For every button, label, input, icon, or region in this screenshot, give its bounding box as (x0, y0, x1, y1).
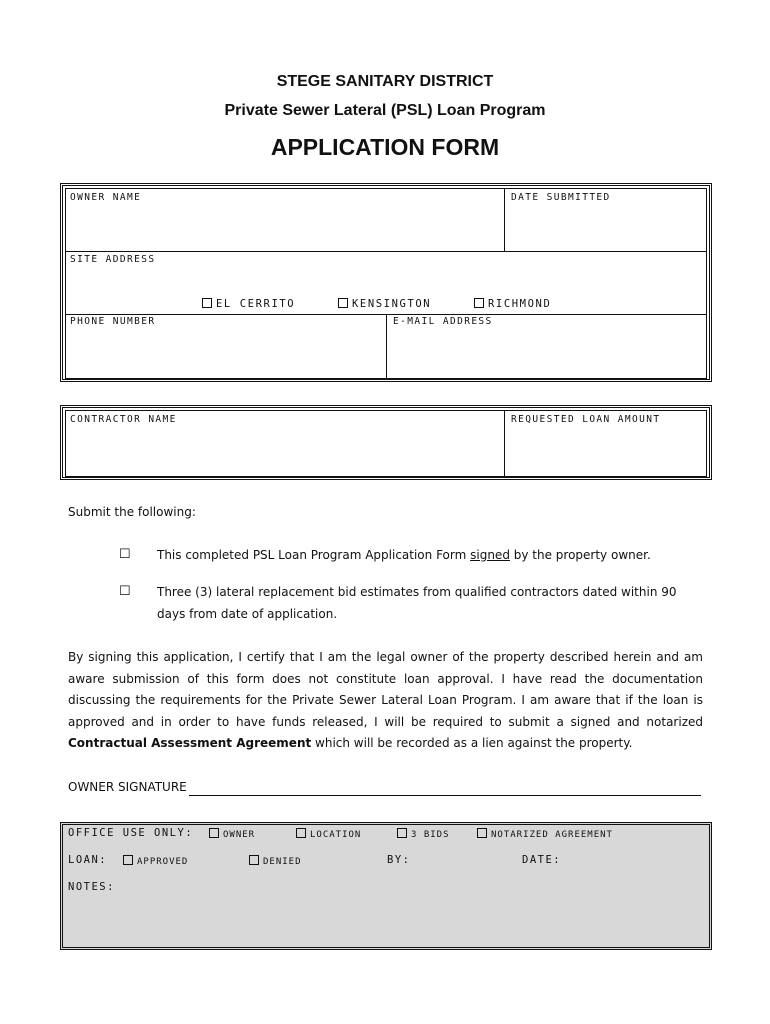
check-label: OWNER (223, 830, 256, 840)
site-address-label: SITE ADDRESS (70, 254, 156, 265)
checkbox-icon: ☐ (119, 583, 131, 598)
checkbox-icon (477, 828, 487, 838)
item-text: This completed PSL Loan Program Application Form (157, 548, 471, 562)
city-label: RICHMOND (488, 298, 552, 310)
owner-section (60, 183, 712, 382)
checkbox-richmond[interactable] (474, 298, 551, 310)
date-submitted-label: DATE SUBMITTED (511, 192, 611, 203)
submit-intro: Submit the following: (68, 505, 196, 519)
checkbox-icon (202, 298, 212, 308)
owner-signature-label: OWNER SIGNATURE (68, 780, 187, 794)
certification-paragraph (68, 647, 703, 755)
checkbox-icon (209, 828, 219, 838)
owner-name-field[interactable] (65, 188, 505, 252)
loan-amount-label: REQUESTED LOAN AMOUNT (511, 414, 661, 425)
signed-emphasis: signed (470, 548, 510, 562)
owner-name-label: OWNER NAME (70, 192, 142, 203)
check-label: DENIED (263, 857, 302, 867)
check-label: NOTARIZED AGREEMENT (491, 830, 613, 840)
office-use-label: OFFICE USE ONLY: (68, 827, 194, 839)
form-title: APPLICATION FORM (270, 134, 500, 160)
phone-number-field[interactable] (65, 314, 387, 379)
date-label: DATE: (522, 854, 562, 866)
checkbox-icon (474, 298, 484, 308)
contractor-section (60, 405, 712, 480)
requirement-item-1 (157, 544, 697, 566)
requirement-item-2: Three (3) lateral replacement bid estimates from qualified contractors dated within 90 days from date of application. (157, 585, 677, 621)
check-notarized[interactable] (477, 828, 613, 840)
certification-text: By signing this application, I certify that I am the legal owner of the property described herein and am aware submission of this form does not constitute loan approval. I have read the documentation discussing the requirements for the Private Sewer Lateral Loan Program. I am aware that if the loan is approved and in order to have funds released, I will be required to submit a signed and notarized (68, 650, 703, 729)
checkbox-icon (338, 298, 348, 308)
program-title: Private Sewer Lateral (PSL) Loan Program (224, 102, 546, 119)
check-location[interactable] (296, 828, 361, 840)
agreement-name: Contractual Assessment Agreement (68, 736, 312, 751)
city-label: EL CERRITO (216, 298, 296, 310)
date-submitted-field[interactable] (504, 188, 707, 252)
by-label: BY: (387, 854, 411, 866)
check-denied[interactable] (249, 855, 302, 867)
checkbox-icon: ☐ (119, 546, 131, 561)
checkbox-el-cerrito[interactable] (202, 298, 295, 310)
loan-label: LOAN: (68, 854, 108, 866)
check-label: 3 BIDS (411, 830, 450, 840)
check-label: LOCATION (310, 830, 362, 840)
certification-text: which will be recorded as a lien against the property. (311, 736, 633, 751)
phone-number-label: PHONE NUMBER (70, 316, 156, 327)
check-label: APPROVED (137, 857, 189, 867)
check-approved[interactable] (123, 855, 188, 867)
city-label: KENSINGTON (352, 298, 432, 310)
contractor-name-label: CONTRACTOR NAME (70, 414, 177, 425)
email-label: E-MAIL ADDRESS (393, 316, 493, 327)
checkbox-kensington[interactable] (338, 298, 431, 310)
office-use-section (60, 822, 712, 950)
checkbox-icon (123, 855, 133, 865)
check-3-bids[interactable] (397, 828, 450, 840)
email-field[interactable] (386, 314, 707, 379)
contractor-name-field[interactable] (65, 410, 505, 477)
district-title: STEGE SANITARY DISTRICT (276, 73, 494, 90)
owner-signature-line[interactable] (189, 795, 701, 796)
checkbox-icon (249, 855, 259, 865)
checkbox-icon (296, 828, 306, 838)
check-owner[interactable] (209, 828, 255, 840)
item-text: by the property owner. (509, 548, 651, 562)
checkbox-icon (397, 828, 407, 838)
notes-label: NOTES: (68, 881, 115, 893)
loan-amount-field[interactable] (504, 410, 707, 477)
